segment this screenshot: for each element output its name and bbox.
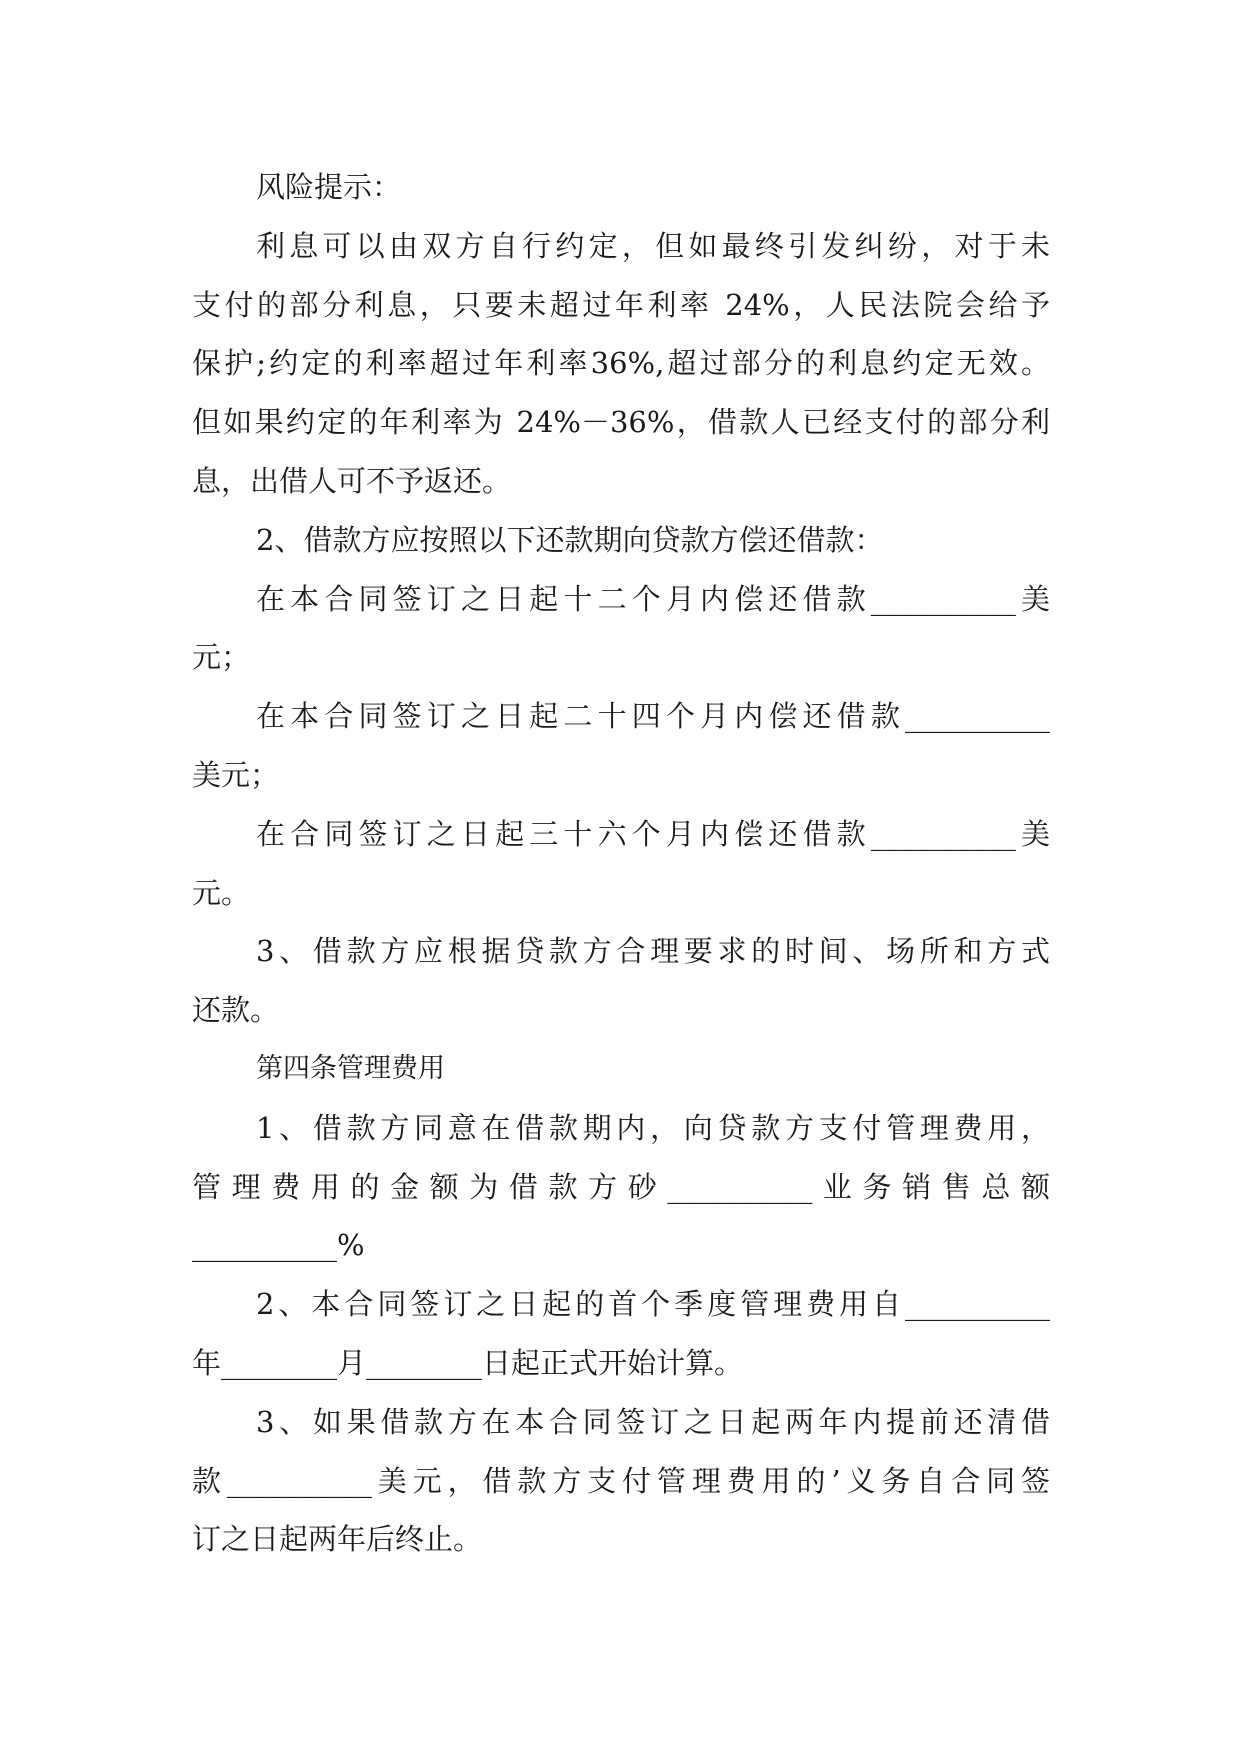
clause-line: 元。	[192, 875, 251, 910]
document-body	[192, 158, 1050, 1569]
clause-line: 在本合同签订之日起十二个月内偿还借款__________美	[256, 581, 1050, 616]
clause-line: 3、如果借款方在本合同签订之日起两年内提前还清借	[256, 1404, 1050, 1439]
clause-line: __________%	[192, 1228, 365, 1263]
clause-line: 款__________美元，借款方支付管理费用的’义务自合同签	[192, 1463, 1050, 1498]
paragraph-line: 但如果约定的年利率为 24%－36%，借款人已经支付的部分利	[192, 405, 1050, 440]
clause-line: 年________月________日起正式开始计算。	[192, 1345, 744, 1380]
clause-line: 2、本合同签订之日起的首个季度管理费用自__________	[256, 1287, 1050, 1322]
paragraph-line: 保护;约定的利率超过年利率36%,超过部分的利息约定无效。	[192, 346, 1050, 381]
paragraph-line: 息，出借人可不予返还。	[192, 463, 512, 498]
clause-line: 2、借款方应按照以下还款期向贷款方偿还借款：	[256, 522, 884, 557]
clause-line: 还款。	[192, 993, 280, 1028]
clause-line: 元；	[192, 640, 251, 675]
clause-line: 3、借款方应根据贷款方合理要求的时间、场所和方式	[256, 934, 1050, 969]
paragraph-line: 利息可以由双方自行约定，但如最终引发纠纷，对于未	[256, 228, 1050, 263]
clause-line: 1、借款方同意在借款期内，向贷款方支付管理费用，	[256, 1110, 1050, 1145]
section-heading: 第四条管理费用	[256, 1052, 445, 1084]
clause-line: 在合同签订之日起三十六个月内偿还借款__________美	[256, 816, 1050, 851]
clause-line: 美元；	[192, 757, 280, 792]
paragraph-line: 支付的部分利息，只要未超过年利率 24%，人民法院会给予	[192, 287, 1050, 322]
clause-line: 订之日起两年后终止。	[192, 1522, 483, 1557]
risk-heading: 风险提示：	[256, 170, 402, 204]
clause-line: 在本合同签订之日起二十四个月内偿还借款__________	[256, 699, 1050, 734]
clause-line: 管理费用的金额为借款方砂__________业务销售总额	[192, 1169, 1050, 1204]
